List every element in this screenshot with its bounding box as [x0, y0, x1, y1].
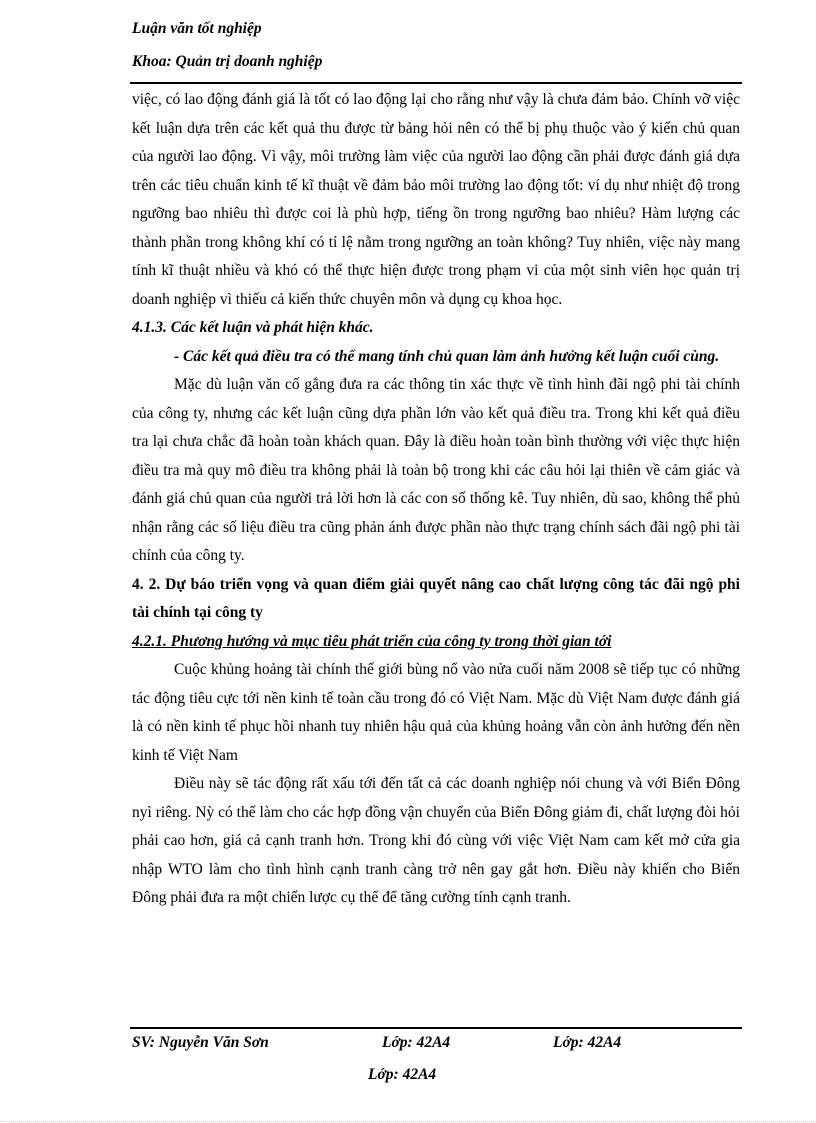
footer-divider	[130, 1027, 742, 1029]
footer-class: Lớp: 42A4	[368, 1066, 437, 1083]
footer-class: Lớp: 42A4	[382, 1034, 451, 1051]
footer-class: Lớp: 42A4	[553, 1034, 622, 1051]
page-body	[132, 86, 740, 913]
footer-student-name: SV: Nguyễn Văn Sơn	[132, 1034, 269, 1051]
header-thesis-title: Luận văn tốt nghiệp	[132, 20, 262, 37]
paragraph: Điều này sẽ tác động rất xấu tới đến tất cả các doanh nghiệp nói chung và với Biển Đông nyì riêng. Nỳ có thể làm cho các hợp đồng vận chuyển của Biển Đông giảm đi, chất lượng đòi hỏi phải cao hơn, giá cả cạnh tranh hơn. Trong khi đó cùng với việc Việt Nam cam kết mở cửa gia nhập WTO làm cho tình hình cạnh tranh càng trở nên gay gắt hơn. Điều này khiến cho Biển Đông phải đưa ra một chiến lược cụ thể để tăng cường tính cạnh tranh.	[132, 775, 740, 906]
paragraph: Mặc dù luận văn cố gắng đưa ra các thông tin xác thực về tình hình đãi ngộ phi tài chính của công ty, nhưng các kết luận cũng dựa phần lớn vào kết quả điều tra. Trong khi kết quả điều tra lại chưa chắc đã hoàn toàn khách quan. Đây là điều hoàn toàn bình thường với việc thực hiện điều tra mà quy mô điều tra không phải là toàn bộ trong khi các câu hỏi lại thiên về cảm giác và đánh giá chủ quan của người trả lời hơn là các con số thống kê. Tuy nhiên, dù sao, không thể phủ nhận rằng các số liệu điều tra cũng phản ánh được phần nào thực trạng chính sách đãi ngộ phi tài chính của công ty.	[132, 376, 740, 564]
page-edge	[0, 1121, 816, 1122]
header-divider	[130, 82, 742, 84]
subsection-heading: - Các kết quả điều tra có thể mang tính chủ quan làm ảnh hưởng kết luận cuối cùng.	[174, 347, 720, 365]
paragraph: Cuộc khủng hoảng tài chính thế giới bùng nổ vào nửa cuối năm 2008 sẽ tiếp tục có những tác động tiêu cực tới nền kinh tế toàn cầu trong đó có Việt Nam. Mặc dù Việt Nam được đánh giá là có nền kinh tế phục hồi nhanh tuy nhiên hậu quả của khủng hoảng vẫn còn ảnh hưởng đến nền kinh tế Việt Nam	[132, 661, 740, 764]
paragraph: việc, có lao động đánh giá là tốt có lao động lại cho rằng như vậy là chưa đảm bảo. Chính vỡ việc kết luận dựa trên các kết quả thu được từ bảng hỏi nên có thể bị phụ thuộc vào ý kiến chủ quan của người lao động. Vì vậy, môi trường làm việc của người lao động cần phải được đánh giá dựa trên các tiêu chuẩn kinh tế kĩ thuật về đảm bảo môi trường lao động tốt: ví dụ như nhiệt độ trong ngưỡng bao nhiêu thì được coi là phù hợp, tiếng ồn trong ngưỡng bao nhiêu? Hàm lượng các thành phần trong không khí có tỉ lệ nằm trong ngưỡng an toàn không? Tuy nhiên, việc này mang tính kĩ thuật nhiều và khó có thể thực hiện được trong phạm vi của một sinh viên học quản trị doanh nghiệp vì thiếu cả kiến thức chuyên môn và dụng cụ khoa học.	[132, 91, 740, 308]
section-heading: 4. 2. Dự báo triển vọng và quan điểm giải quyết nâng cao chất lượng công tác đãi ngộ phi tài chính tại công ty	[132, 575, 740, 621]
header-faculty: Khoa: Quản trị doanh nghiệp	[132, 53, 323, 70]
section-heading: 4.2.1. Phương hướng và mục tiêu phát triển của công ty trong thời gian tới	[132, 632, 612, 650]
section-heading: 4.1.3. Các kết luận và phát hiện khác.	[132, 319, 374, 336]
